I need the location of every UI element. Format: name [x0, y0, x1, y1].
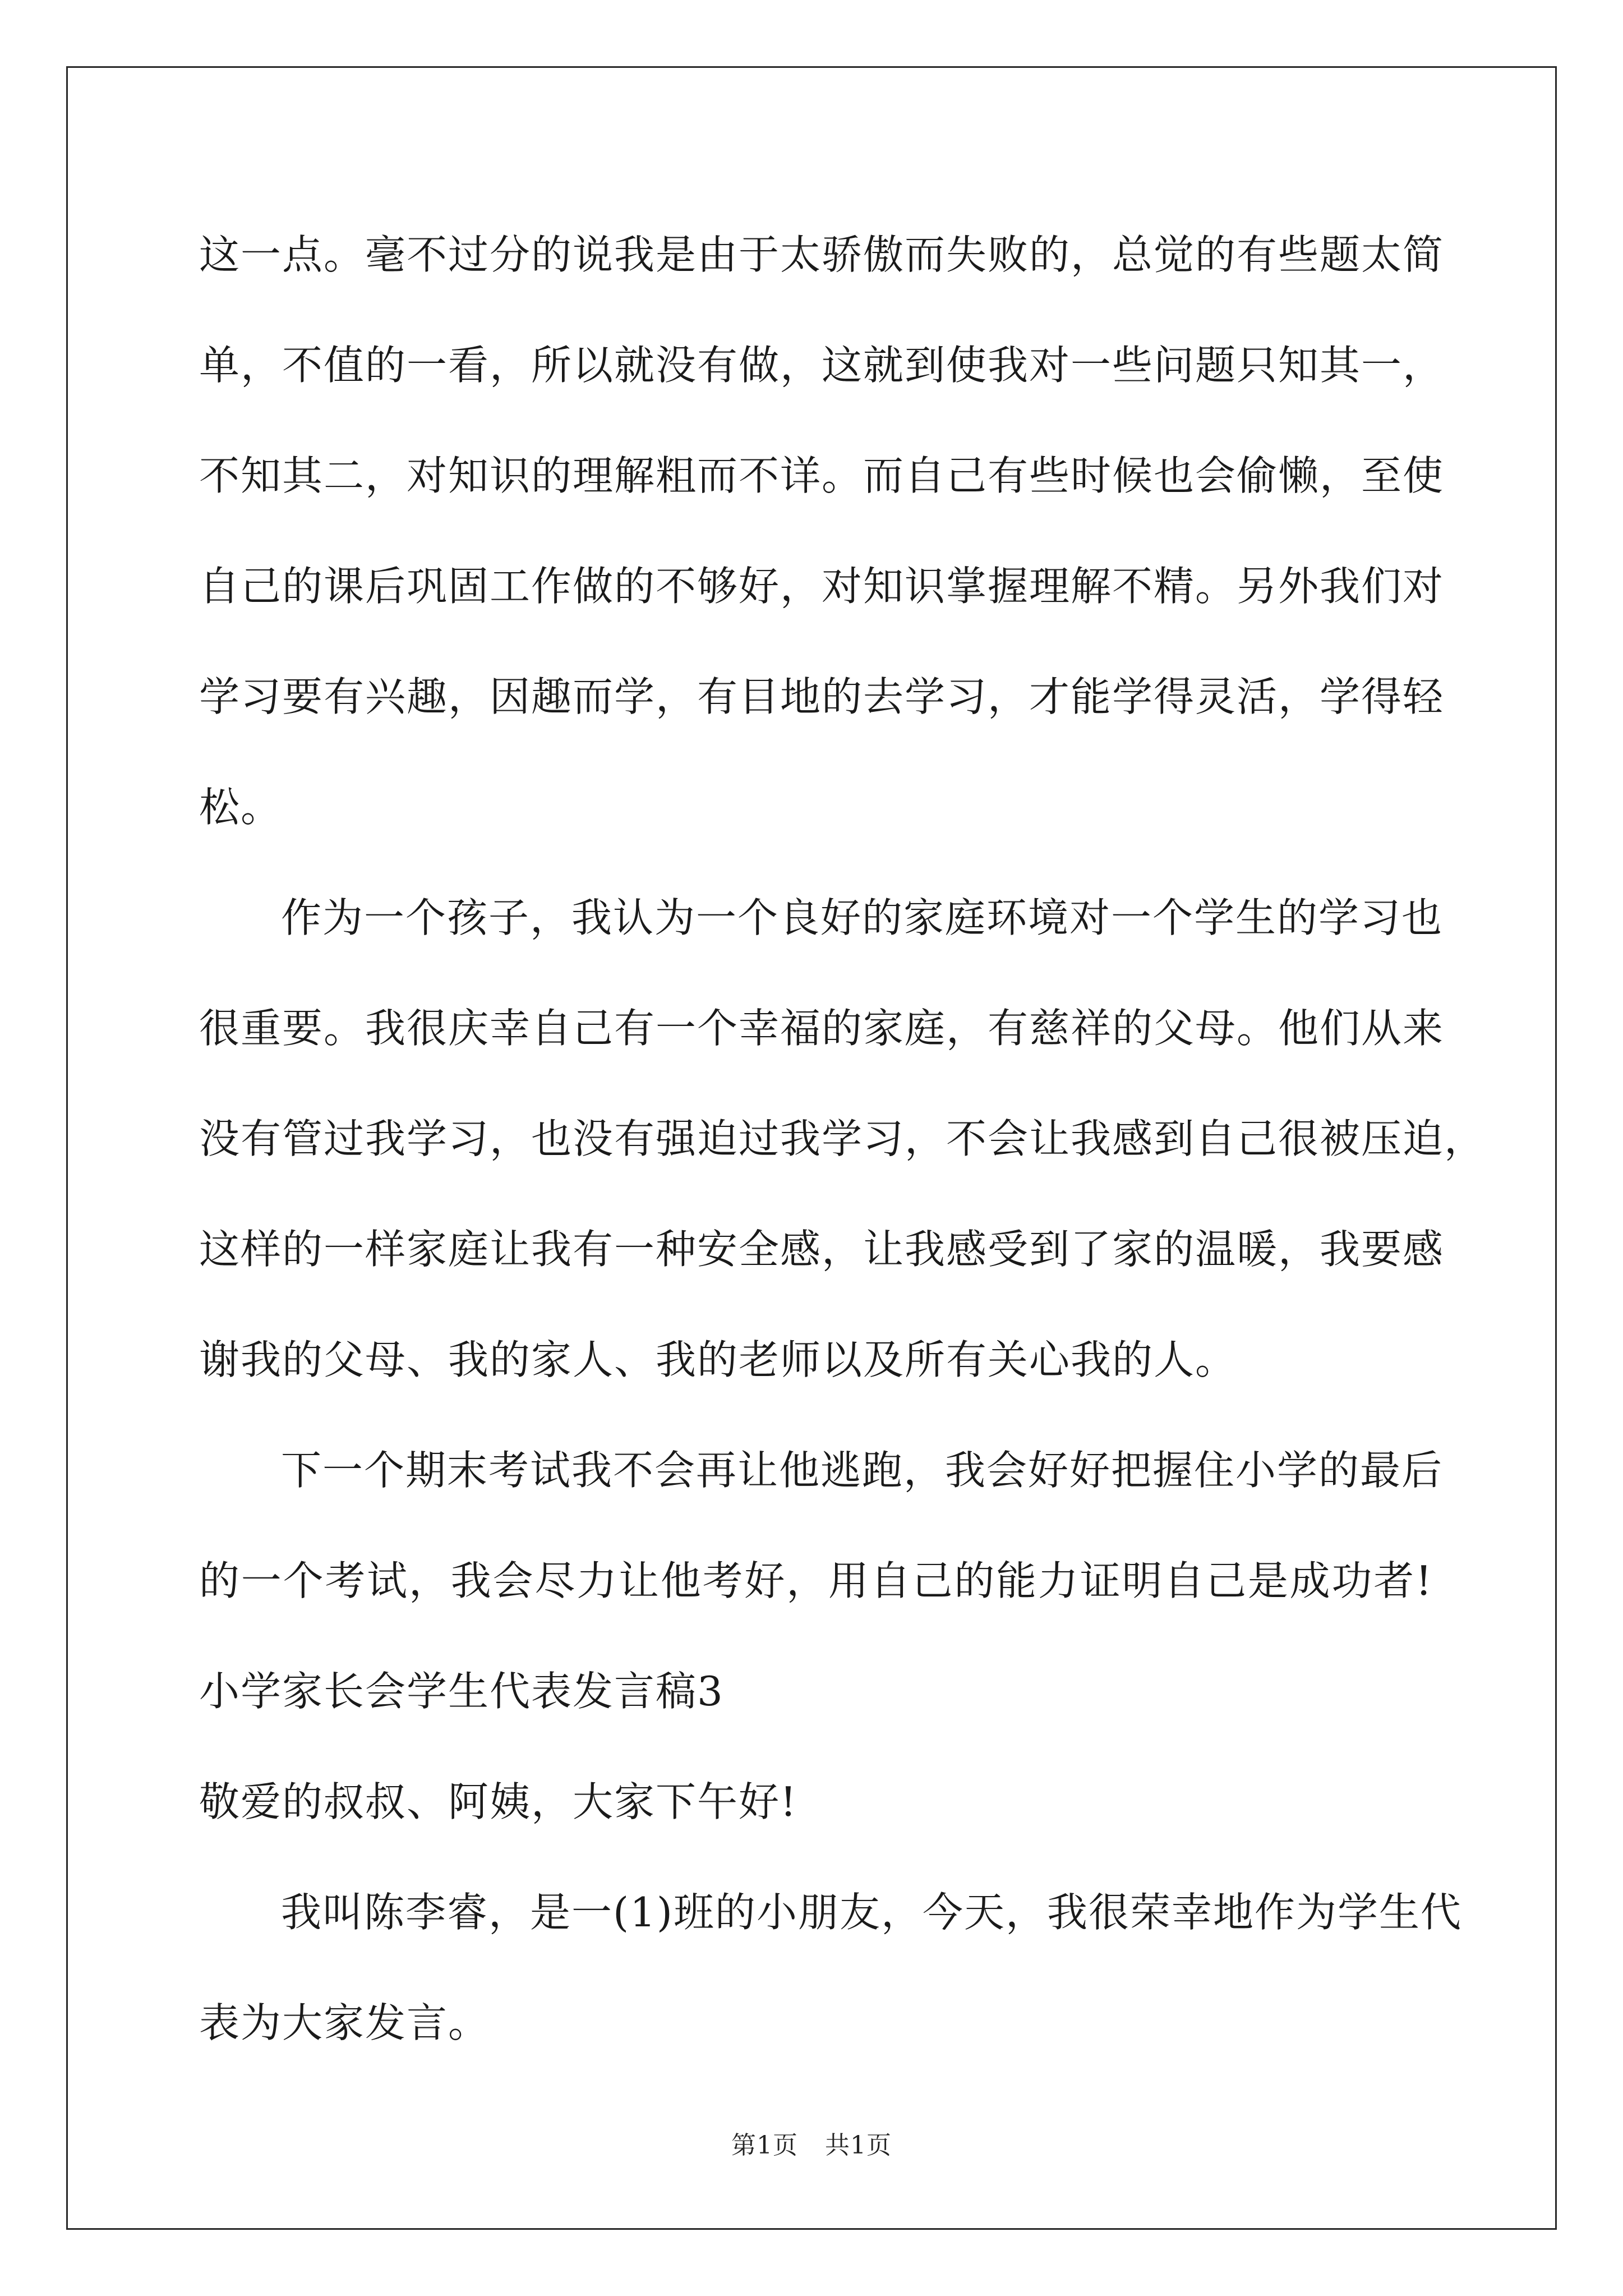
text-line: 表为大家发言。	[199, 1999, 490, 2046]
paragraph-first-line: 我叫陈李睿，是一(1)班的小朋友，今天，我很荣幸地作为学生代	[281, 1889, 1462, 1936]
salutation: 敬爱的叔叔、阿姨，大家下午好!	[199, 1778, 797, 1825]
section-heading: 小学家长会学生代表发言稿3	[199, 1668, 724, 1715]
text-line: 谢我的父母、我的家人、我的老师以及所有关心我的人。	[199, 1336, 1237, 1383]
text-line: 这样的一样家庭让我有一种安全感，让我感受到了家的温暖，我要感	[199, 1226, 1445, 1273]
paragraph-first-line: 下一个期末考试我不会再让他逃跑，我会好好把握住小学的最后	[281, 1447, 1444, 1494]
page-footer	[0, 2125, 1623, 2161]
text-line: 自己的课后巩固工作做的不够好，对知识掌握理解不精。另外我们对	[199, 563, 1445, 610]
text-line: 很重要。我很庆幸自己有一个幸福的家庭，有慈祥的父母。他们从来	[199, 1005, 1445, 1052]
text-line: 单，不值的一看，所以就没有做，这就到使我对一些问题只知其一，	[199, 342, 1445, 389]
text-line: 松。	[199, 784, 283, 831]
text-line: 这一点。毫不过分的说我是由于太骄傲而失败的，总觉的有些题太简	[199, 231, 1445, 278]
page-total: 共1页	[825, 2131, 892, 2160]
text-line: 不知其二，对知识的理解粗而不详。而自己有些时候也会偷懒，至使	[199, 452, 1445, 499]
text-line: 学习要有兴趣，因趣而学，有目地的去学习，才能学得灵活，学得轻	[199, 673, 1445, 720]
paragraph-first-line: 作为一个孩子，我认为一个良好的家庭环境对一个学生的学习也	[281, 894, 1444, 941]
text-line: 没有管过我学习，也没有强迫过我学习，不会让我感到自己很被压迫，	[199, 1115, 1486, 1162]
text-line: 的一个考试，我会尽力让他考好，用自己的能力证明自己是成功者!	[199, 1557, 1433, 1604]
page-number: 第1页	[731, 2131, 798, 2160]
